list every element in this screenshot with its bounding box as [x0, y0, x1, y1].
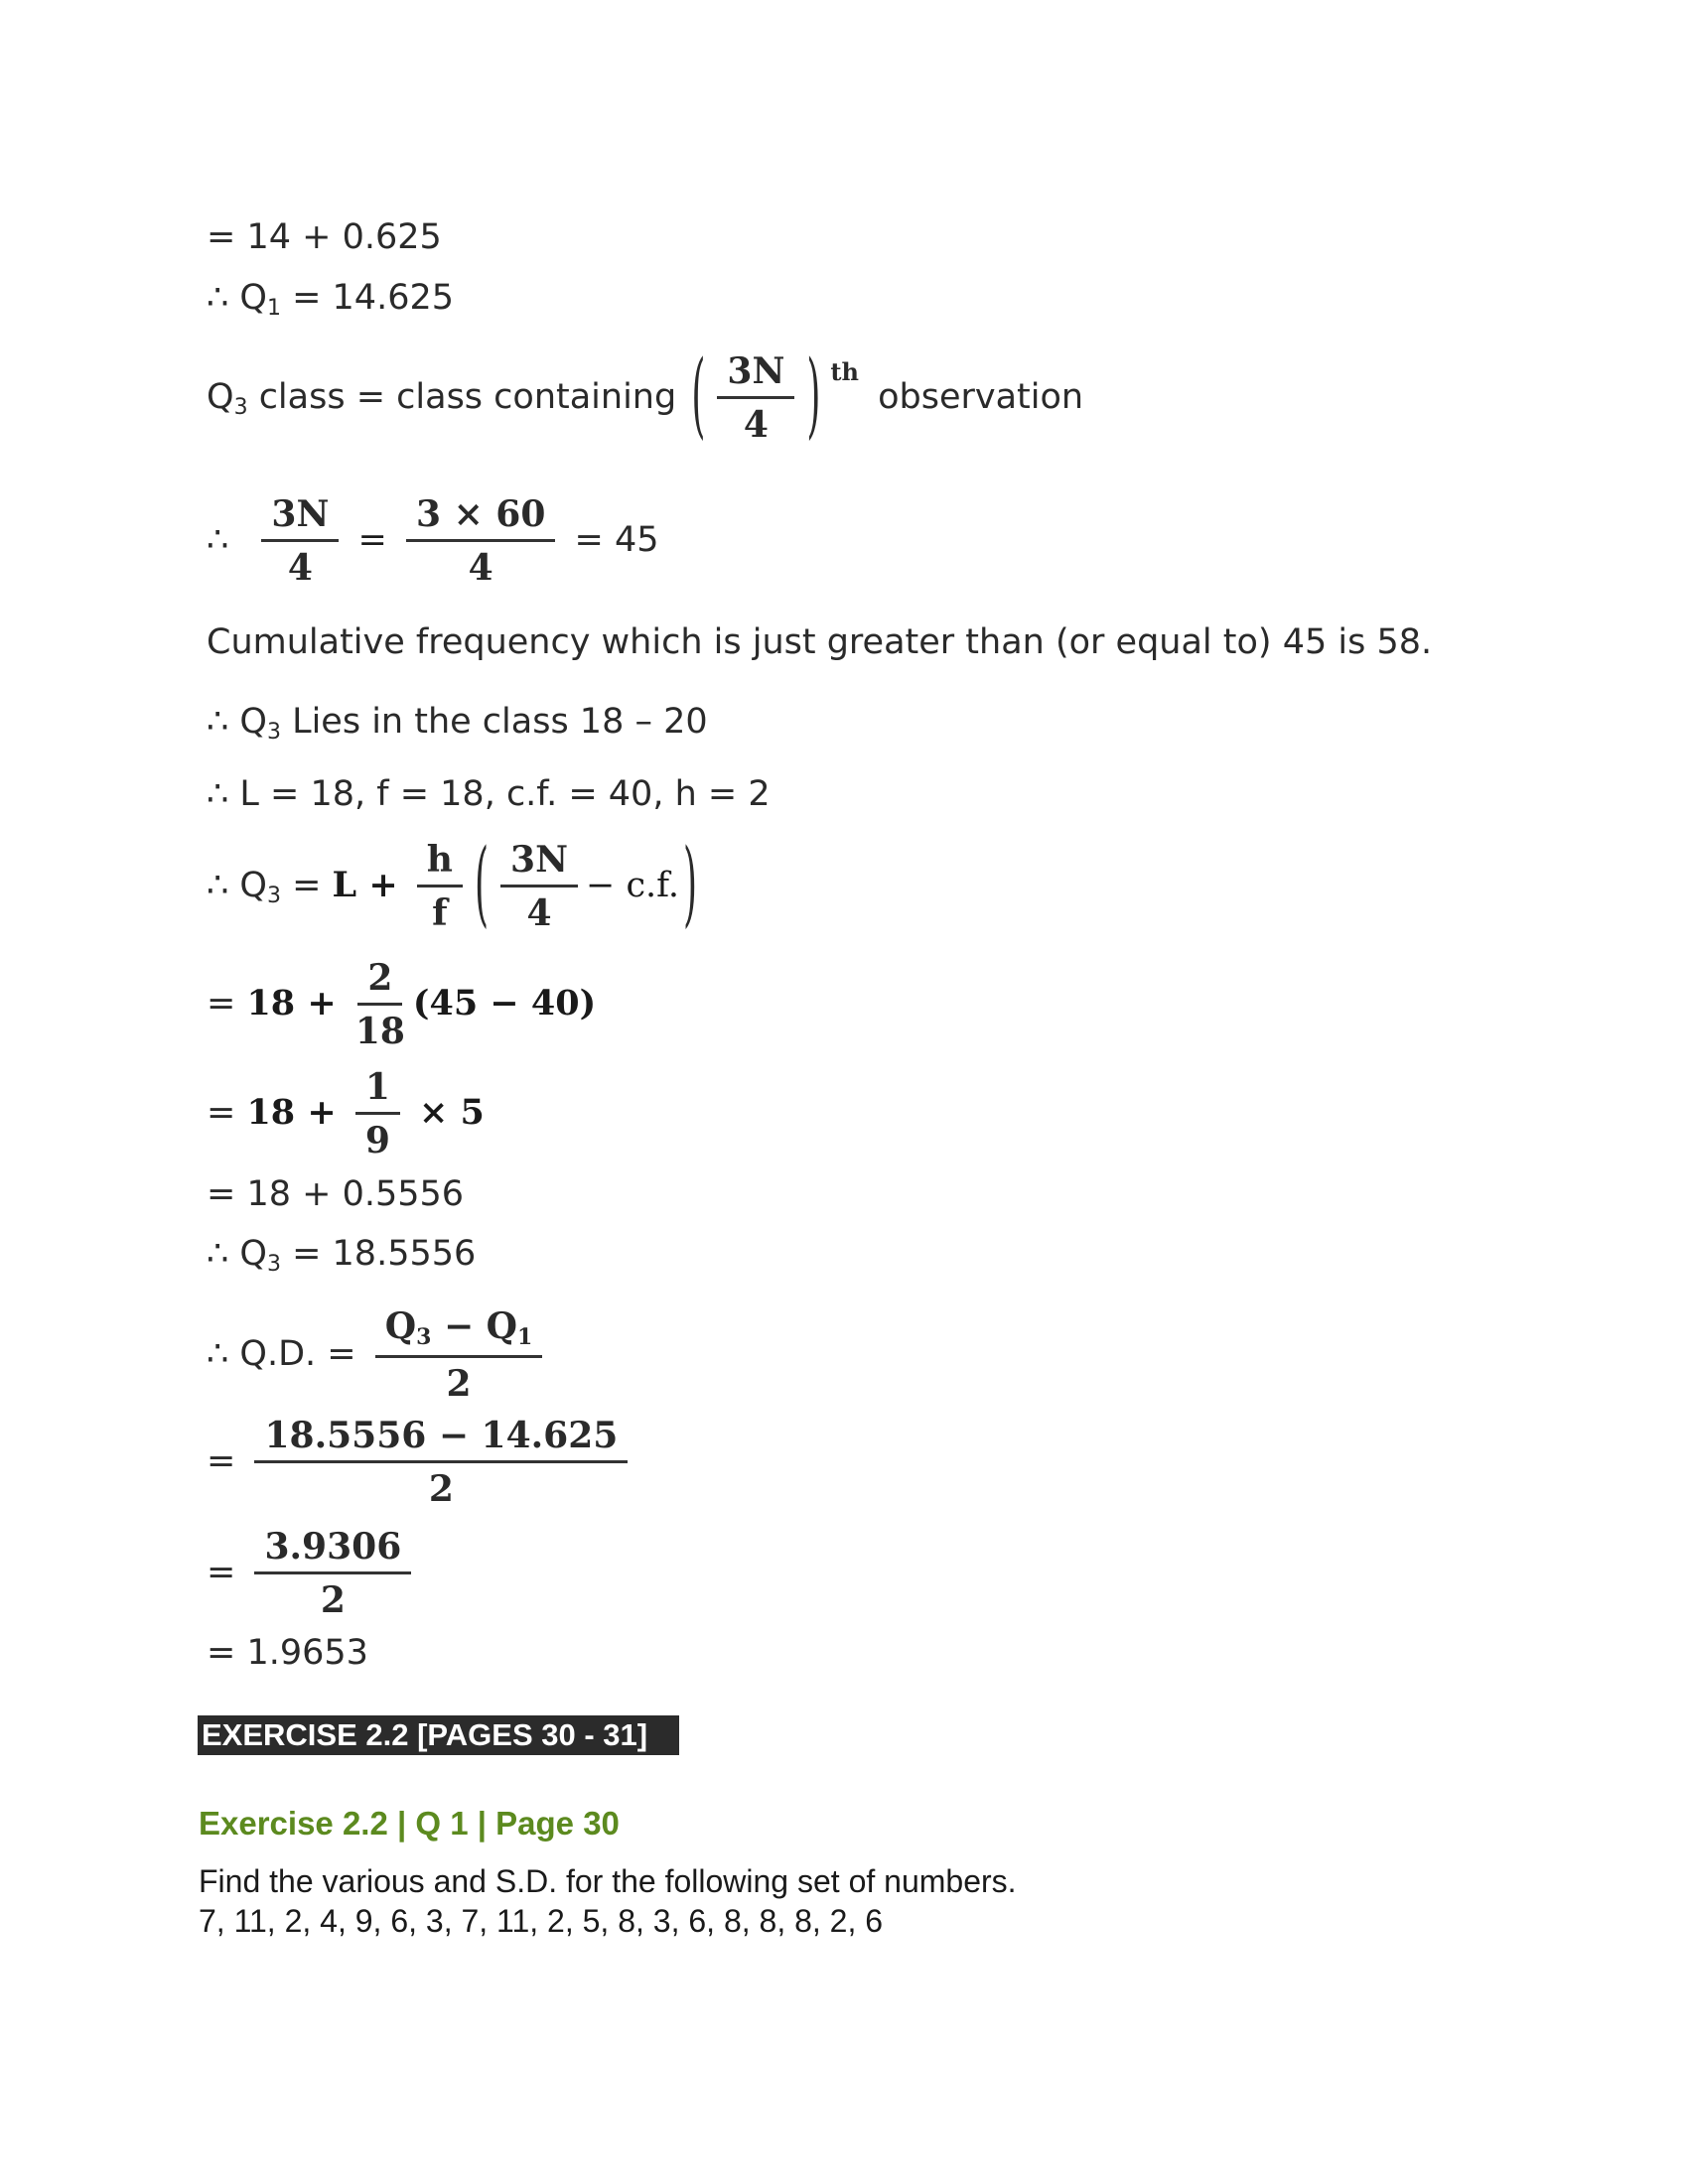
fraction-3x60-over-4: $\frac{3 \times 60}{4}$ [406, 496, 555, 586]
step-line-parameters: ∴ L = 18, f = 18, c.f. = 40, h = 2 [207, 774, 771, 814]
fraction-difference-over-2: $\frac{18.5556 - 14.625}{2}$ [254, 1418, 628, 1507]
left-paren: ( [474, 832, 490, 938]
right-paren: ) [806, 343, 821, 450]
fraction-3-9306-over-2: $\frac{3.9306}{2}$ [254, 1529, 411, 1618]
question-numbers: 7, 11, 2, 4, 9, 6, 3, 7, 11, 2, 5, 8, 3, 6, 8, 8, 8, 2, 6 [199, 1903, 884, 1939]
fraction-1-over-9: $\frac{1}{9}$ [355, 1069, 400, 1159]
step-line-q3-result: ∴ $Q_3 = 18.5556$ [207, 1234, 477, 1277]
right-paren: ) [683, 832, 698, 938]
question-text: Find the various and S.D. for the following set of numbers. [199, 1863, 1017, 1899]
left-paren: ( [691, 343, 706, 450]
fraction-q3-minus-q1-over-2: $\frac{Q_3 - Q_1}{2}$ [375, 1308, 543, 1402]
exercise-header: EXERCISE 2.2 [PAGES 30 - 31] [198, 1715, 679, 1755]
step-line-q3-formula: ∴ $Q_3 = L$ + $\frac{h}{f}$ ( $\frac{3N}{4}$ − c.f. ) [207, 832, 698, 938]
fraction-3n-over-4: $\frac{3N}{4}$ [717, 353, 794, 443]
step-line-simplified: = 18 + $\frac{1}{9}$ × 5 [207, 1066, 485, 1161]
step-line-q3-class-range: ∴ $Q_3$ Lies in the class 18 – 20 [207, 702, 708, 745]
step-line-substitution: = 18 + $\frac{2}{18}$ (45 − 40) [207, 957, 597, 1052]
fraction-h-over-f: $\frac{h}{f}$ [417, 842, 463, 931]
step-line-3n-over-4: ∴ $\frac{3N}{4}$ = $\frac{3 \times 60}{4}$ = 45 [207, 493, 659, 589]
fraction-3n-over-4: $\frac{3N}{4}$ [500, 842, 578, 931]
step-line-qd-difference: = $\frac{3.9306}{2}$ [207, 1529, 419, 1618]
fraction-3n-over-4: $\frac{3N}{4}$ [261, 496, 339, 586]
step-line-cumulative-frequency: Cumulative frequency which is just greater than (or equal to) 45 is 58. [207, 622, 1433, 662]
step-line-1: = 14 + 0.625 [207, 217, 442, 257]
step-line-q3-class: $Q_3$ class = class containing ( $\frac{3N}{4}$ ) $^{th}$ observation [207, 343, 1084, 450]
step-line-qd-substitution: = $\frac{18.5556 - 14.625}{2}$ [207, 1418, 635, 1507]
step-line-q1-result: ∴ $Q_1 = 14.625$ [207, 278, 454, 321]
step-line-qd-result: = 1.9653 [207, 1633, 368, 1673]
step-line-sum: = 18 + 0.5556 [207, 1174, 465, 1214]
fraction-2-over-18: $\frac{2}{18}$ [354, 957, 405, 1052]
question-title[interactable]: Exercise 2.2 | Q 1 | Page 30 [199, 1805, 620, 1842]
step-line-qd-formula: ∴ Q.D. = $\frac{Q_3 - Q_1}{2}$ [207, 1308, 550, 1402]
